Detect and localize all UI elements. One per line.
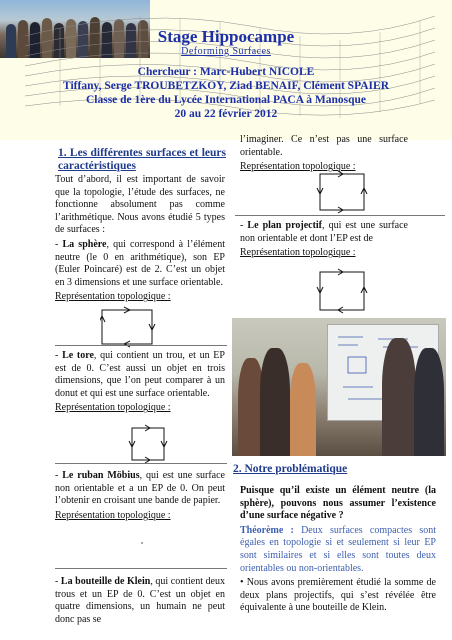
- bullet-icon: •: [240, 577, 244, 589]
- projective-term: Le plan projectif: [247, 220, 323, 231]
- tore-topology-diagram: [126, 418, 170, 466]
- section2-body: [240, 485, 436, 617]
- class-line: Classe de 1ère du Lycée International PACA à Manosque: [85, 94, 367, 106]
- theorem-label: Théorème :: [240, 524, 294, 536]
- klein-term: La bouteille de Klein: [60, 576, 151, 587]
- projective-paragraph: - Le plan projectif, qui est une surface non orientable et dont l’EP est de: [240, 220, 408, 244]
- tore-paragraph: - Le tore, qui contient un trou, et un EP est de 0. C’est aussi un objet en trois dimensions, que l’on peut comparer à un donut et qui est une surface orientable.: [55, 350, 225, 399]
- person-figure: [290, 363, 316, 456]
- section1-heading: 1. Les différentes surfaces et leurs caractéristiques: [58, 147, 226, 172]
- separator: [55, 345, 227, 346]
- tore-block: [55, 350, 225, 417]
- mobius-paragraph: - Le ruban Möbius, qui est une surface non orientable et a un EP de 0. On peut l’obtenir en croisant une bande de papier.: [55, 470, 225, 507]
- sphere-topology-diagram: [100, 298, 160, 348]
- problem-question: Puisque qu’il existe un élément neutre (la sphère), pouvons nous assumer l’existence d’une surface négative ?: [240, 485, 436, 522]
- person-figure: [260, 348, 290, 456]
- researcher-line: Chercheur : Marc-Hubert NICOLE: [137, 66, 315, 78]
- dates-line: 20 au 22 février 2012: [174, 108, 278, 120]
- klein-topology-diagram: [312, 164, 372, 216]
- section1-intro-block: [55, 174, 225, 306]
- bullet-paragraph: • Nous avons premièrement étudié la somme de deux plans projectifs, qui s’est révélée être équivalente à une bouteille de Klein.: [240, 577, 436, 614]
- person-figure: [382, 338, 416, 456]
- intro-paragraph: Tout d’abord, il est important de savoir que la topologie, l’étude des surfaces, ne fonctionne absolument pas comme l’arithmétique. Nous avons étudié 5 types de surfaces :: [55, 174, 225, 236]
- poster-subtitle: Deforming Surfaces: [181, 46, 271, 57]
- sphere-paragraph: - La sphère, qui correspond à l’élément neutre (le 0 en arithmétique), son EP (Euler Poincaré) est de 2. C’est un objet en 3 dimensions et une surface orientable.: [55, 238, 225, 288]
- mobius-term: Le ruban Möbius: [62, 470, 140, 481]
- section2-heading: 2. Notre problématique: [233, 463, 348, 475]
- klein-paragraph: - La bouteille de Klein, qui contient deux trous et un EP de 0. C’est un objet en quatre dimensions, un humain ne peut donc pas se: [55, 576, 225, 625]
- poster-title: Stage Hippocampe: [157, 27, 295, 46]
- classroom-photo: [232, 318, 446, 456]
- projective-block: [240, 220, 408, 262]
- separator: [235, 215, 445, 216]
- tore-term: Le tore: [62, 350, 94, 361]
- separator: [55, 568, 227, 569]
- tore-topo-label: Représentation topologique :: [55, 402, 171, 414]
- person-figure: [414, 348, 444, 456]
- klein-block: [55, 576, 225, 628]
- sphere-topo-label: Représentation topologique :: [55, 291, 171, 303]
- mobius-block: [55, 470, 225, 524]
- separator: [55, 463, 227, 464]
- klein-continued: l’imaginer. Ce n’est pas une surface orientable.: [240, 134, 408, 158]
- students-line: Tiffany, Serge TROUBETZKOY, Ziad BENAIF, Clément SPAIER: [63, 80, 389, 92]
- projective-topology-diagram: [312, 262, 372, 316]
- mobius-topo-label: Représentation topologique :: [55, 509, 171, 521]
- sphere-term: La sphère: [62, 238, 107, 250]
- poster-header: [0, 0, 452, 140]
- mobius-topology-diagram: [120, 520, 164, 570]
- theorem-paragraph: Théorème : Deux surfaces compactes sont égales en topologie si et seulement si leur EP sont similaires et si elles sont toutes deux orientables ou non-orientables.: [240, 524, 436, 574]
- projective-topo-label: Représentation topologique :: [240, 247, 356, 259]
- klein-topo-label: Représentation topologique :: [240, 161, 356, 173]
